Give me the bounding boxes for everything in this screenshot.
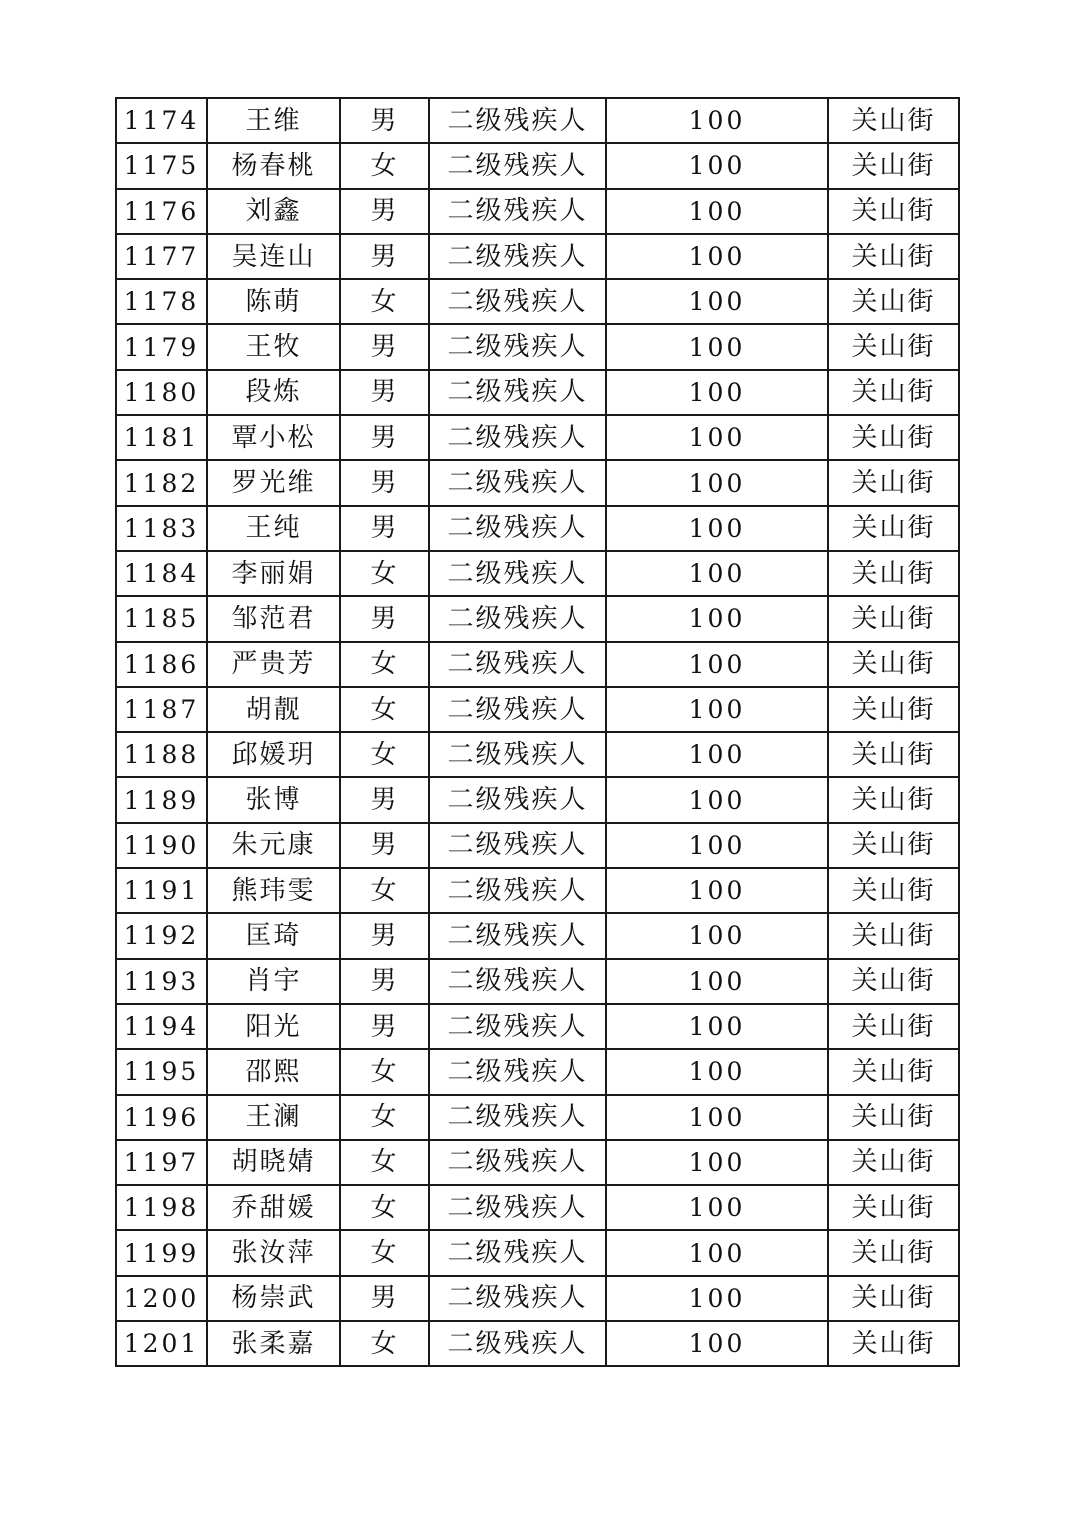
table-row xyxy=(116,642,959,687)
amount-cell: 100 xyxy=(606,279,828,324)
table-row xyxy=(116,1185,959,1230)
table-row xyxy=(116,189,959,234)
name-cell: 邵熙 xyxy=(207,1049,340,1094)
street-cell: 关山街 xyxy=(828,959,959,1004)
name-cell: 邹范君 xyxy=(207,596,340,641)
street-cell: 关山街 xyxy=(828,460,959,505)
table-row xyxy=(116,868,959,913)
table-row xyxy=(116,1230,959,1275)
gender-cell: 女 xyxy=(340,1095,429,1140)
street-cell: 关山街 xyxy=(828,415,959,460)
category-cell: 二级残疾人 xyxy=(429,98,606,143)
row-number-cell: 1184 xyxy=(116,551,207,596)
gender-cell: 男 xyxy=(340,506,429,551)
category-cell: 二级残疾人 xyxy=(429,1185,606,1230)
name-cell: 王纯 xyxy=(207,506,340,551)
gender-cell: 女 xyxy=(340,279,429,324)
row-number-cell: 1181 xyxy=(116,415,207,460)
roster-table xyxy=(115,97,960,1367)
amount-cell: 100 xyxy=(606,1004,828,1049)
name-cell: 杨崇武 xyxy=(207,1276,340,1321)
row-number-cell: 1178 xyxy=(116,279,207,324)
row-number-cell: 1175 xyxy=(116,143,207,188)
category-cell: 二级残疾人 xyxy=(429,1321,606,1366)
category-cell: 二级残疾人 xyxy=(429,687,606,732)
name-cell: 王维 xyxy=(207,98,340,143)
row-number-cell: 1185 xyxy=(116,596,207,641)
gender-cell: 男 xyxy=(340,1004,429,1049)
table-row xyxy=(116,1321,959,1366)
table-row xyxy=(116,279,959,324)
street-cell: 关山街 xyxy=(828,143,959,188)
street-cell: 关山街 xyxy=(828,1276,959,1321)
gender-cell: 男 xyxy=(340,460,429,505)
table-row xyxy=(116,460,959,505)
row-number-cell: 1191 xyxy=(116,868,207,913)
amount-cell: 100 xyxy=(606,324,828,369)
name-cell: 乔甜媛 xyxy=(207,1185,340,1230)
row-number-cell: 1199 xyxy=(116,1230,207,1275)
row-number-cell: 1197 xyxy=(116,1140,207,1185)
table-row xyxy=(116,370,959,415)
street-cell: 关山街 xyxy=(828,551,959,596)
amount-cell: 100 xyxy=(606,460,828,505)
gender-cell: 男 xyxy=(340,823,429,868)
table-row xyxy=(116,1004,959,1049)
street-cell: 关山街 xyxy=(828,777,959,822)
table-row xyxy=(116,324,959,369)
amount-cell: 100 xyxy=(606,370,828,415)
row-number-cell: 1189 xyxy=(116,777,207,822)
name-cell: 严贵芳 xyxy=(207,642,340,687)
category-cell: 二级残疾人 xyxy=(429,189,606,234)
category-cell: 二级残疾人 xyxy=(429,415,606,460)
gender-cell: 女 xyxy=(340,1140,429,1185)
amount-cell: 100 xyxy=(606,143,828,188)
amount-cell: 100 xyxy=(606,234,828,279)
row-number-cell: 1201 xyxy=(116,1321,207,1366)
table-row xyxy=(116,506,959,551)
category-cell: 二级残疾人 xyxy=(429,370,606,415)
category-cell: 二级残疾人 xyxy=(429,279,606,324)
gender-cell: 男 xyxy=(340,415,429,460)
gender-cell: 男 xyxy=(340,189,429,234)
name-cell: 刘鑫 xyxy=(207,189,340,234)
table-row xyxy=(116,551,959,596)
amount-cell: 100 xyxy=(606,1140,828,1185)
street-cell: 关山街 xyxy=(828,596,959,641)
street-cell: 关山街 xyxy=(828,98,959,143)
street-cell: 关山街 xyxy=(828,913,959,958)
category-cell: 二级残疾人 xyxy=(429,913,606,958)
amount-cell: 100 xyxy=(606,1049,828,1094)
street-cell: 关山街 xyxy=(828,1230,959,1275)
amount-cell: 100 xyxy=(606,1230,828,1275)
category-cell: 二级残疾人 xyxy=(429,823,606,868)
row-number-cell: 1200 xyxy=(116,1276,207,1321)
amount-cell: 100 xyxy=(606,98,828,143)
table-row xyxy=(116,913,959,958)
amount-cell: 100 xyxy=(606,415,828,460)
gender-cell: 女 xyxy=(340,687,429,732)
row-number-cell: 1193 xyxy=(116,959,207,1004)
category-cell: 二级残疾人 xyxy=(429,732,606,777)
table-row xyxy=(116,777,959,822)
street-cell: 关山街 xyxy=(828,732,959,777)
gender-cell: 女 xyxy=(340,1049,429,1094)
gender-cell: 女 xyxy=(340,642,429,687)
amount-cell: 100 xyxy=(606,687,828,732)
gender-cell: 女 xyxy=(340,1230,429,1275)
category-cell: 二级残疾人 xyxy=(429,777,606,822)
street-cell: 关山街 xyxy=(828,1185,959,1230)
category-cell: 二级残疾人 xyxy=(429,1140,606,1185)
table-row xyxy=(116,687,959,732)
amount-cell: 100 xyxy=(606,732,828,777)
name-cell: 胡晓婧 xyxy=(207,1140,340,1185)
amount-cell: 100 xyxy=(606,1095,828,1140)
amount-cell: 100 xyxy=(606,642,828,687)
amount-cell: 100 xyxy=(606,959,828,1004)
amount-cell: 100 xyxy=(606,189,828,234)
street-cell: 关山街 xyxy=(828,1095,959,1140)
row-number-cell: 1183 xyxy=(116,506,207,551)
category-cell: 二级残疾人 xyxy=(429,1230,606,1275)
row-number-cell: 1179 xyxy=(116,324,207,369)
name-cell: 王澜 xyxy=(207,1095,340,1140)
amount-cell: 100 xyxy=(606,506,828,551)
table-row xyxy=(116,415,959,460)
amount-cell: 100 xyxy=(606,551,828,596)
gender-cell: 女 xyxy=(340,1321,429,1366)
street-cell: 关山街 xyxy=(828,687,959,732)
name-cell: 陈萌 xyxy=(207,279,340,324)
table-row xyxy=(116,98,959,143)
table-row xyxy=(116,823,959,868)
category-cell: 二级残疾人 xyxy=(429,324,606,369)
amount-cell: 100 xyxy=(606,823,828,868)
name-cell: 匡琦 xyxy=(207,913,340,958)
name-cell: 罗光维 xyxy=(207,460,340,505)
table-row xyxy=(116,1140,959,1185)
gender-cell: 男 xyxy=(340,959,429,1004)
row-number-cell: 1192 xyxy=(116,913,207,958)
gender-cell: 男 xyxy=(340,324,429,369)
name-cell: 肖宇 xyxy=(207,959,340,1004)
table-row xyxy=(116,234,959,279)
name-cell: 王牧 xyxy=(207,324,340,369)
gender-cell: 女 xyxy=(340,551,429,596)
name-cell: 李丽娟 xyxy=(207,551,340,596)
street-cell: 关山街 xyxy=(828,1321,959,1366)
street-cell: 关山街 xyxy=(828,823,959,868)
gender-cell: 女 xyxy=(340,1185,429,1230)
street-cell: 关山街 xyxy=(828,868,959,913)
name-cell: 张博 xyxy=(207,777,340,822)
category-cell: 二级残疾人 xyxy=(429,1276,606,1321)
gender-cell: 男 xyxy=(340,913,429,958)
gender-cell: 男 xyxy=(340,1276,429,1321)
category-cell: 二级残疾人 xyxy=(429,551,606,596)
category-cell: 二级残疾人 xyxy=(429,1095,606,1140)
category-cell: 二级残疾人 xyxy=(429,506,606,551)
gender-cell: 女 xyxy=(340,732,429,777)
category-cell: 二级残疾人 xyxy=(429,642,606,687)
street-cell: 关山街 xyxy=(828,189,959,234)
street-cell: 关山街 xyxy=(828,234,959,279)
row-number-cell: 1195 xyxy=(116,1049,207,1094)
name-cell: 覃小松 xyxy=(207,415,340,460)
table-row xyxy=(116,1276,959,1321)
row-number-cell: 1196 xyxy=(116,1095,207,1140)
amount-cell: 100 xyxy=(606,596,828,641)
category-cell: 二级残疾人 xyxy=(429,1004,606,1049)
amount-cell: 100 xyxy=(606,913,828,958)
gender-cell: 男 xyxy=(340,370,429,415)
gender-cell: 男 xyxy=(340,777,429,822)
name-cell: 段炼 xyxy=(207,370,340,415)
name-cell: 邱媛玥 xyxy=(207,732,340,777)
row-number-cell: 1198 xyxy=(116,1185,207,1230)
street-cell: 关山街 xyxy=(828,370,959,415)
category-cell: 二级残疾人 xyxy=(429,959,606,1004)
table-row xyxy=(116,596,959,641)
name-cell: 胡靓 xyxy=(207,687,340,732)
category-cell: 二级残疾人 xyxy=(429,234,606,279)
category-cell: 二级残疾人 xyxy=(429,596,606,641)
street-cell: 关山街 xyxy=(828,506,959,551)
row-number-cell: 1182 xyxy=(116,460,207,505)
row-number-cell: 1174 xyxy=(116,98,207,143)
table-row xyxy=(116,732,959,777)
row-number-cell: 1190 xyxy=(116,823,207,868)
gender-cell: 女 xyxy=(340,868,429,913)
street-cell: 关山街 xyxy=(828,642,959,687)
row-number-cell: 1186 xyxy=(116,642,207,687)
gender-cell: 男 xyxy=(340,596,429,641)
street-cell: 关山街 xyxy=(828,279,959,324)
amount-cell: 100 xyxy=(606,1185,828,1230)
roster-table-body xyxy=(116,98,959,1366)
gender-cell: 男 xyxy=(340,234,429,279)
amount-cell: 100 xyxy=(606,1321,828,1366)
street-cell: 关山街 xyxy=(828,1140,959,1185)
category-cell: 二级残疾人 xyxy=(429,1049,606,1094)
name-cell: 吴连山 xyxy=(207,234,340,279)
row-number-cell: 1188 xyxy=(116,732,207,777)
street-cell: 关山街 xyxy=(828,1004,959,1049)
street-cell: 关山街 xyxy=(828,1049,959,1094)
name-cell: 阳光 xyxy=(207,1004,340,1049)
category-cell: 二级残疾人 xyxy=(429,868,606,913)
category-cell: 二级残疾人 xyxy=(429,143,606,188)
name-cell: 张柔嘉 xyxy=(207,1321,340,1366)
row-number-cell: 1180 xyxy=(116,370,207,415)
table-row xyxy=(116,959,959,1004)
table-row xyxy=(116,1049,959,1094)
category-cell: 二级残疾人 xyxy=(429,460,606,505)
table-row xyxy=(116,143,959,188)
name-cell: 朱元康 xyxy=(207,823,340,868)
amount-cell: 100 xyxy=(606,777,828,822)
street-cell: 关山街 xyxy=(828,324,959,369)
amount-cell: 100 xyxy=(606,868,828,913)
row-number-cell: 1187 xyxy=(116,687,207,732)
name-cell: 熊玮雯 xyxy=(207,868,340,913)
gender-cell: 女 xyxy=(340,143,429,188)
row-number-cell: 1177 xyxy=(116,234,207,279)
name-cell: 杨春桃 xyxy=(207,143,340,188)
row-number-cell: 1176 xyxy=(116,189,207,234)
gender-cell: 男 xyxy=(340,98,429,143)
table-row xyxy=(116,1095,959,1140)
amount-cell: 100 xyxy=(606,1276,828,1321)
row-number-cell: 1194 xyxy=(116,1004,207,1049)
name-cell: 张汝萍 xyxy=(207,1230,340,1275)
